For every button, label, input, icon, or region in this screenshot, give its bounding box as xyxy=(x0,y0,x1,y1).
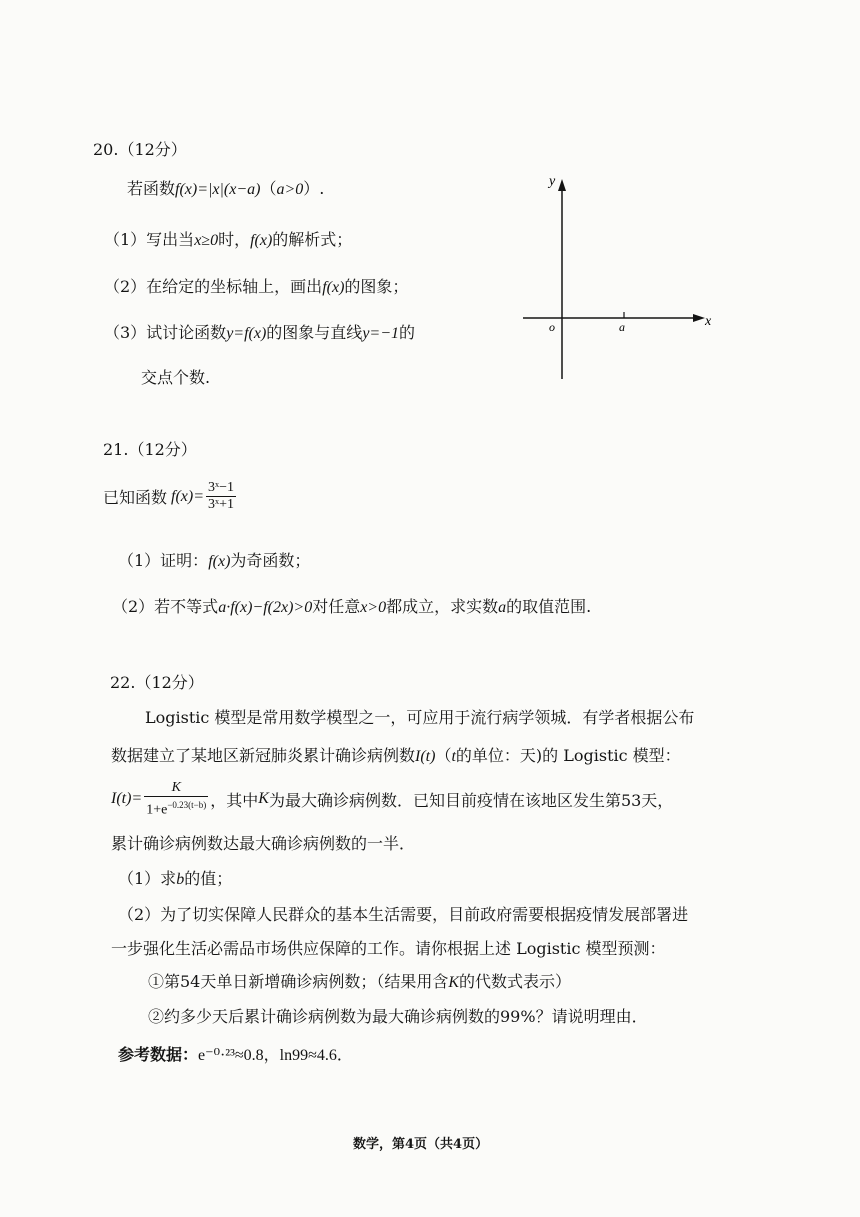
q21-part1: （1）证明：f(x)为奇函数； xyxy=(118,551,311,570)
q22-header: 22.（12分） xyxy=(110,673,204,692)
q22-fraction: $\frac{K}{1+e^{-0.23(t-b)}}$ xyxy=(146,780,207,818)
q21-header: 21.（12分） xyxy=(103,440,197,459)
q22-reference: 参考数据：e⁻⁰·²³≈0.8，ln99≈4.6． xyxy=(118,1045,353,1064)
q20-part3-cont: 交点个数. xyxy=(141,368,211,387)
origin-label: o xyxy=(549,320,555,334)
a-label: a xyxy=(619,320,625,334)
y-axis-label: y xyxy=(549,174,556,189)
q22-sub1: ①第54天单日新增确诊病例数；（结果用含K的代数式表示） xyxy=(148,972,572,991)
q21-part2: （2）若不等式a·f(x)−f(2x)>0对任意x>0都成立，求实数a的取值范围. xyxy=(112,597,592,616)
q22-part2: （2）为了切实保障人民群众的基本生活需要，目前政府需要根据疫情发展部署进 xyxy=(118,905,689,924)
q20-part2: （2）在给定的坐标轴上，画出f(x)的图象； xyxy=(104,277,409,296)
q22-line4: 累计确诊病例数达最大确诊病例数的一半． xyxy=(111,834,416,853)
q22-sub2: ②约多少天后累计确诊病例数为最大确诊病例数的99%？请说明理由． xyxy=(148,1007,648,1026)
q21-stem: 已知函数 f(x)= $\frac{\text{3ˣ−1}}{\text{3ˣ+1}}$ xyxy=(103,480,234,512)
q22-line2: 数据建立了某地区新冠肺炎累计确诊病例数I(t)（t的单位：天)的 Logistic 模型： xyxy=(111,746,681,765)
q20-stem: 若函数f(x)=|x|(x−a)（a>0）. xyxy=(127,179,325,198)
q21-fraction: $\frac{\text{3ˣ−1}}{\text{3ˣ+1}}$ xyxy=(208,480,234,512)
q22-line3: I(t)= $\frac{K}{1+e^{-0.23(t-b)}}$ ，其中 K 为最大确诊病例数．已知目前疫情在该地区发生第53天， xyxy=(111,780,674,818)
q22-part1: （1）求b的值； xyxy=(118,869,233,888)
coordinate-axes xyxy=(515,165,725,385)
page-footer: 数学，第4页（共4页） xyxy=(353,1137,489,1152)
x-axis-arrow-icon xyxy=(693,314,705,322)
q22-line1: Logistic 模型是常用数学模型之一，可应用于流行病学领城．有学者根据公布 xyxy=(145,708,695,727)
q20-part3: （3）试讨论函数y=f(x)的图象与直线y=−1的 xyxy=(104,323,416,342)
q20-part1: （1）写出当x≥0时，f(x)的解析式； xyxy=(104,230,353,249)
q20-header: 20.（12分） xyxy=(93,140,187,159)
x-axis-label: x xyxy=(705,314,712,329)
y-axis-arrow-icon xyxy=(558,179,566,191)
q22-part2-cont: 一步强化生活必需品市场供应保障的工作。请你根据上述 Logistic 模型预测： xyxy=(111,939,666,958)
